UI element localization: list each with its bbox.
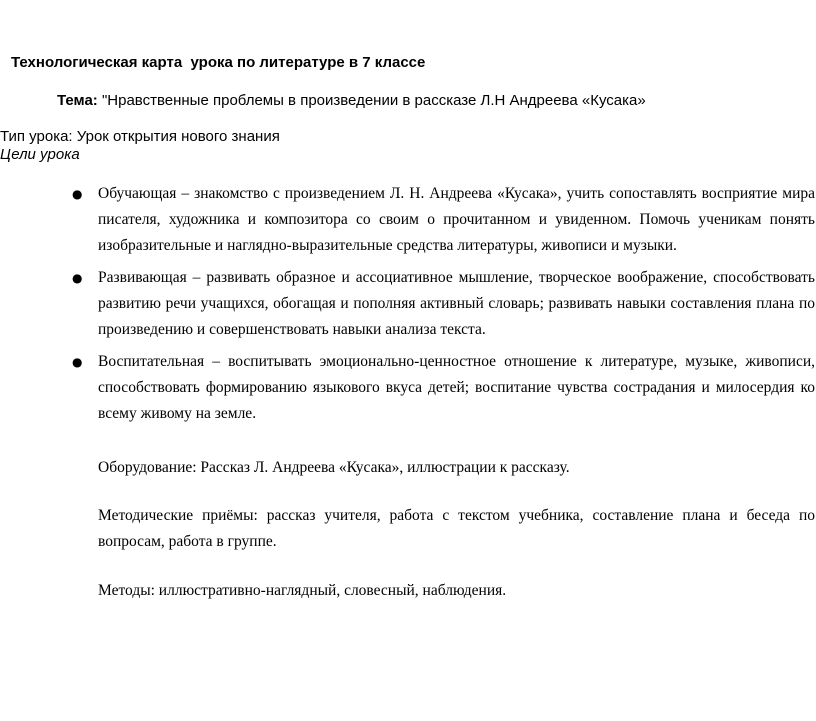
goal-item-developmental xyxy=(0,265,815,343)
document-title: Технологическая карта урока по литературе в 7 классе xyxy=(11,54,426,71)
lesson-type: Тип урока: Урок открытия нового знания xyxy=(0,128,280,145)
goal-text: Обучающая – знакомство с произведением Л. Н. Андреева «Кусака», учить сопоставлять восприятие мира писателя, художника и композитора со своим о прочитанном и увиденном. Помочь ученикам понять изобразительные и наглядно-выразительные средства литературы, живописи и музыки. xyxy=(98,185,815,254)
equipment-paragraph: Оборудование: Рассказ Л. Андреева «Кусака», иллюстрации к рассказу. xyxy=(98,459,570,476)
bullet-icon: ● xyxy=(72,187,83,201)
goals-list xyxy=(0,181,816,433)
goal-text: Развивающая – развивать образное и ассоциативное мышление, творческое воображение, способствовать развитию речи учащихся, обогащая и пополняя активный словарь; развивать навыки составления плана по произведению и совершенствовать навыки анализа текста. xyxy=(98,269,815,338)
topic-text: "Нравственные проблемы в произведении в рассказе Л.Н Андреева «Кусака» xyxy=(97,92,646,109)
goal-text: Воспитательная – воспитывать эмоционально-ценностное отношение к литературе, музыке, живописи, способствовать формированию языкового вкуса детей; воспитание чувства сострадания и милосердия ко всему живому на земле. xyxy=(98,353,815,422)
lesson-topic xyxy=(57,92,646,109)
goal-item-educational xyxy=(0,181,815,259)
topic-label: Тема: xyxy=(57,92,98,109)
goals-heading: Цели урока xyxy=(0,146,80,163)
techniques-paragraph: Методические приёмы: рассказ учителя, работа с текстом учебника, составление плана и беседа по вопросам, работа в группе. xyxy=(98,507,815,550)
methods-paragraph: Методы: иллюстративно-наглядный, словесный, наблюдения. xyxy=(98,582,507,599)
goal-item-upbringing xyxy=(0,349,815,427)
bullet-icon: ● xyxy=(72,355,83,369)
bullet-icon: ● xyxy=(72,271,83,285)
